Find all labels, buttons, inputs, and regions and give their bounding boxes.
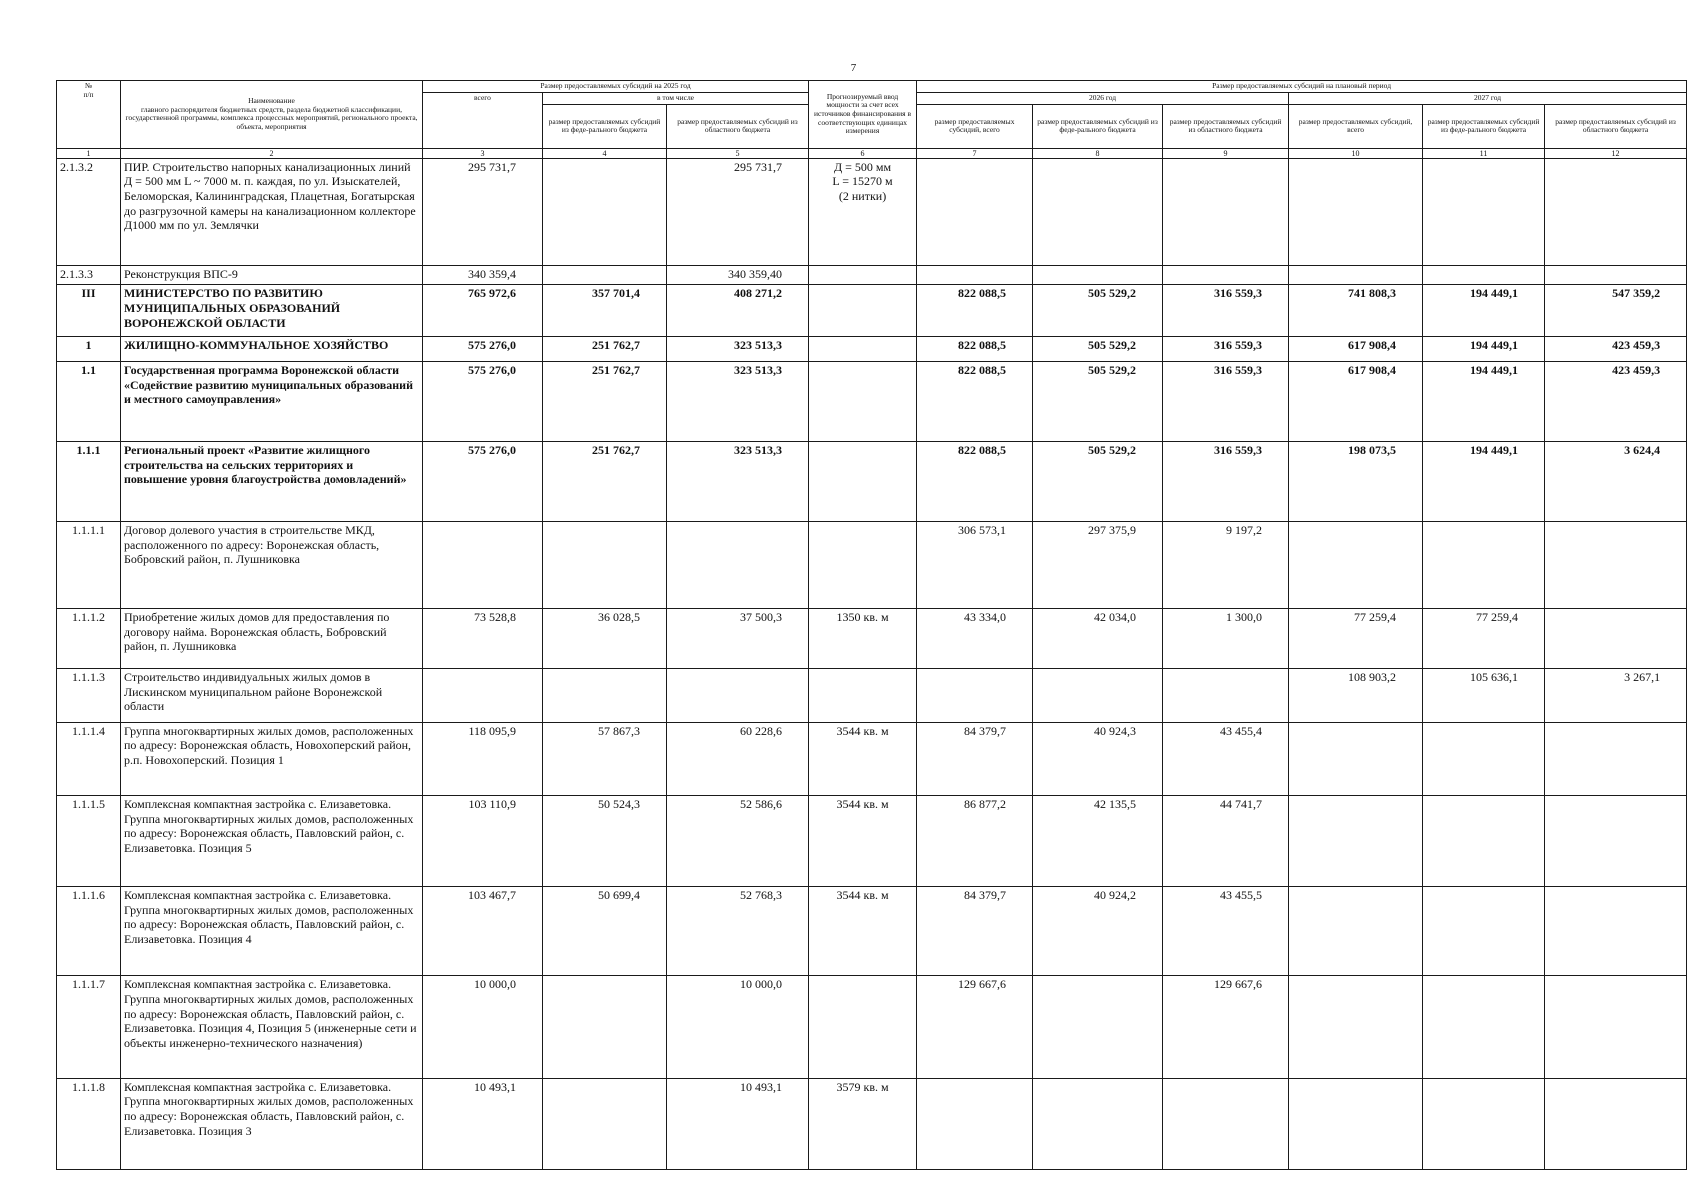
table-body [57, 158, 1687, 1169]
cell-2025-federal: 357 701,4 [543, 285, 667, 337]
table-row [57, 158, 1687, 265]
cell-2026-regional: 316 559,3 [1163, 285, 1289, 337]
cell-capacity [809, 669, 917, 722]
cell-row-number: 1.1.1.6 [57, 887, 121, 976]
header-col-2026-federal: размер предоставляемых субсидий из феде-рального бюджета [1033, 104, 1163, 148]
cell-2026-regional [1163, 158, 1289, 265]
cell-row-number: 1.1.1.7 [57, 976, 121, 1078]
column-number: 9 [1163, 148, 1289, 158]
cell-2027-regional [1545, 795, 1687, 886]
cell-name: ЖИЛИЩНО-КОММУНАЛЬНОЕ ХОЗЯЙСТВО [121, 337, 423, 361]
column-number: 5 [667, 148, 809, 158]
column-number: 8 [1033, 148, 1163, 158]
cell-2026-total: 306 573,1 [917, 522, 1033, 609]
cell-capacity [809, 442, 917, 522]
cell-2026-federal: 42 135,5 [1033, 795, 1163, 886]
cell-2026-federal: 505 529,2 [1033, 361, 1163, 441]
cell-2027-federal [1423, 158, 1545, 265]
cell-row-number: 1.1.1.3 [57, 669, 121, 722]
cell-2027-total: 77 259,4 [1289, 608, 1423, 668]
cell-2025-regional: 340 359,40 [667, 265, 809, 285]
cell-2026-federal: 42 034,0 [1033, 608, 1163, 668]
cell-row-number: 1.1 [57, 361, 121, 441]
table-row [57, 1078, 1687, 1169]
cell-2025-regional: 60 228,6 [667, 722, 809, 795]
cell-2027-federal [1423, 976, 1545, 1078]
table-header [57, 81, 1687, 159]
cell-name: МИНИСТЕРСТВО ПО РАЗВИТИЮ МУНИЦИПАЛЬНЫХ ОБРАЗОВАНИЙ ВОРОНЕЖСКОЙ ОБЛАСТИ [121, 285, 423, 337]
column-number: 7 [917, 148, 1033, 158]
cell-2025-total: 118 095,9 [423, 722, 543, 795]
cell-2026-federal [1033, 265, 1163, 285]
table-row [57, 976, 1687, 1078]
header-col-total: всего [423, 93, 543, 149]
header-col-2027-total: размер предоставляемых субсидий, всего [1289, 104, 1423, 148]
cell-2025-regional: 323 513,3 [667, 361, 809, 441]
cell-2025-regional: 52 586,6 [667, 795, 809, 886]
cell-2026-federal: 40 924,3 [1033, 722, 1163, 795]
cell-2027-federal [1423, 795, 1545, 886]
cell-2027-regional [1545, 976, 1687, 1078]
cell-name: Государственная программа Воронежской области «Содействие развитию муниципальных образований и местного самоуправления» [121, 361, 423, 441]
cell-2027-total: 617 908,4 [1289, 337, 1423, 361]
cell-2025-regional: 323 513,3 [667, 337, 809, 361]
column-number: 10 [1289, 148, 1423, 158]
cell-2027-regional [1545, 522, 1687, 609]
table-row [57, 795, 1687, 886]
cell-2027-regional: 423 459,3 [1545, 337, 1687, 361]
cell-2027-regional [1545, 887, 1687, 976]
cell-2027-regional [1545, 158, 1687, 265]
header-col-2027-regional: размер предоставляемых субсидий из областного бюджета [1545, 104, 1687, 148]
cell-2027-federal: 194 449,1 [1423, 361, 1545, 441]
cell-name: Реконструкция ВПС-9 [121, 265, 423, 285]
cell-capacity: 3579 кв. м [809, 1078, 917, 1169]
cell-2027-total: 617 908,4 [1289, 361, 1423, 441]
cell-capacity [809, 265, 917, 285]
cell-2026-total: 822 088,5 [917, 337, 1033, 361]
table-row [57, 722, 1687, 795]
cell-row-number: 1 [57, 337, 121, 361]
cell-2027-federal [1423, 522, 1545, 609]
cell-2025-total: 103 110,9 [423, 795, 543, 886]
cell-2025-regional: 408 271,2 [667, 285, 809, 337]
cell-2025-total: 575 276,0 [423, 361, 543, 441]
header-year-2026: 2026 год [917, 93, 1289, 105]
cell-name: Договор долевого участия в строительстве МКД, расположенного по адресу: Воронежская область, Бобровский район, п. Лушниковка [121, 522, 423, 609]
cell-2025-federal: 251 762,7 [543, 337, 667, 361]
cell-2026-regional [1163, 1078, 1289, 1169]
cell-2025-regional: 323 513,3 [667, 442, 809, 522]
header-col-no: № п/п [57, 81, 121, 149]
cell-name: Комплексная компактная застройка с. Елизаветовка. Группа многоквартирных жилых домов, расположенных по адресу: Воронежская область, Павловский район, с. Елизаветовка. Позиция 4 [121, 887, 423, 976]
column-number: 2 [121, 148, 423, 158]
cell-2027-total: 108 903,2 [1289, 669, 1423, 722]
cell-2026-federal [1033, 158, 1163, 265]
cell-capacity [809, 285, 917, 337]
cell-2025-federal [543, 976, 667, 1078]
cell-2026-total [917, 669, 1033, 722]
cell-2026-total: 822 088,5 [917, 285, 1033, 337]
cell-2026-regional: 1 300,0 [1163, 608, 1289, 668]
cell-2027-total [1289, 1078, 1423, 1169]
cell-2027-federal: 194 449,1 [1423, 337, 1545, 361]
table-row [57, 608, 1687, 668]
cell-row-number: 2.1.3.2 [57, 158, 121, 265]
cell-2027-federal [1423, 887, 1545, 976]
header-year-2027: 2027 год [1289, 93, 1687, 105]
cell-capacity [809, 361, 917, 441]
cell-2025-federal: 57 867,3 [543, 722, 667, 795]
cell-2027-federal [1423, 265, 1545, 285]
cell-capacity: 1350 кв. м [809, 608, 917, 668]
cell-2026-regional: 129 667,6 [1163, 976, 1289, 1078]
cell-2027-total [1289, 976, 1423, 1078]
header-col-capacity: Прогнозируемый ввод мощности за счет всех источников финансирования в соответствующих единицах измерения [809, 81, 917, 149]
cell-2025-federal: 251 762,7 [543, 442, 667, 522]
cell-2025-total: 575 276,0 [423, 442, 543, 522]
cell-2026-federal: 40 924,2 [1033, 887, 1163, 976]
subsidy-table [56, 80, 1687, 1170]
cell-2026-federal: 297 375,9 [1033, 522, 1163, 609]
table-row [57, 337, 1687, 361]
cell-row-number: 1.1.1.2 [57, 608, 121, 668]
cell-capacity [809, 522, 917, 609]
cell-2025-regional: 295 731,7 [667, 158, 809, 265]
cell-row-number: 1.1.1.8 [57, 1078, 121, 1169]
cell-2026-regional [1163, 265, 1289, 285]
cell-2026-federal: 505 529,2 [1033, 442, 1163, 522]
cell-row-number: 2.1.3.3 [57, 265, 121, 285]
table-row [57, 265, 1687, 285]
cell-2027-federal [1423, 722, 1545, 795]
table-row [57, 669, 1687, 722]
column-number-row [57, 148, 1687, 158]
column-number: 11 [1423, 148, 1545, 158]
cell-2025-total [423, 522, 543, 609]
header-col-name: Наименование главного распорядителя бюджетных средств, раздела бюджетной классификации, государственной программы, комплекса процессных мероприятий, регионального проекта, объекта, мероприятия [121, 81, 423, 149]
cell-capacity [809, 976, 917, 1078]
cell-2025-federal: 50 524,3 [543, 795, 667, 886]
header-in-that-number: в том числе [543, 93, 809, 105]
cell-2027-regional: 423 459,3 [1545, 361, 1687, 441]
cell-capacity: 3544 кв. м [809, 887, 917, 976]
cell-2026-federal: 505 529,2 [1033, 337, 1163, 361]
cell-2025-regional: 10 000,0 [667, 976, 809, 1078]
cell-2026-regional: 316 559,3 [1163, 442, 1289, 522]
cell-2026-regional: 316 559,3 [1163, 337, 1289, 361]
cell-2027-total [1289, 887, 1423, 976]
cell-name: Комплексная компактная застройка с. Елизаветовка. Группа многоквартирных жилых домов, расположенных по адресу: Воронежская область, Павловский район, с. Елизаветовка. Позиция 3 [121, 1078, 423, 1169]
cell-capacity [809, 337, 917, 361]
cell-2026-total: 822 088,5 [917, 361, 1033, 441]
cell-2027-federal: 105 636,1 [1423, 669, 1545, 722]
column-number: 4 [543, 148, 667, 158]
cell-capacity: Д = 500 мм L = 15270 м (2 нитки) [809, 158, 917, 265]
header-col-federal: размер предоставляемых субсидий из феде-рального бюджета [543, 104, 667, 148]
cell-2026-regional: 316 559,3 [1163, 361, 1289, 441]
cell-2027-regional: 3 267,1 [1545, 669, 1687, 722]
cell-2025-total: 295 731,7 [423, 158, 543, 265]
cell-2027-total [1289, 795, 1423, 886]
cell-2027-regional: 547 359,2 [1545, 285, 1687, 337]
cell-capacity: 3544 кв. м [809, 795, 917, 886]
cell-2027-federal: 194 449,1 [1423, 285, 1545, 337]
cell-2026-total [917, 1078, 1033, 1169]
cell-2025-federal: 251 762,7 [543, 361, 667, 441]
cell-2025-total: 103 467,7 [423, 887, 543, 976]
cell-2026-total: 129 667,6 [917, 976, 1033, 1078]
cell-2027-total [1289, 522, 1423, 609]
cell-row-number: III [57, 285, 121, 337]
header-col-2026-regional: размер предоставляемых субсидий из областного бюджета [1163, 104, 1289, 148]
cell-2027-regional: 3 624,4 [1545, 442, 1687, 522]
cell-name: Региональный проект «Развитие жилищного строительства на сельских территориях и повышение уровня благоустройства домовладений» [121, 442, 423, 522]
header-col-2026-total: размер предоставляемых субсидий, всего [917, 104, 1033, 148]
cell-2025-total: 10 000,0 [423, 976, 543, 1078]
header-group-plan: Размер предоставляемых субсидий на плановый период [917, 81, 1687, 93]
cell-2026-regional: 9 197,2 [1163, 522, 1289, 609]
cell-2026-total: 84 379,7 [917, 887, 1033, 976]
cell-2026-total: 43 334,0 [917, 608, 1033, 668]
cell-row-number: 1.1.1.4 [57, 722, 121, 795]
cell-2025-regional [667, 522, 809, 609]
cell-2027-total [1289, 722, 1423, 795]
cell-2027-federal: 77 259,4 [1423, 608, 1545, 668]
cell-2027-regional [1545, 1078, 1687, 1169]
cell-2025-total: 575 276,0 [423, 337, 543, 361]
header-group-2025: Размер предоставляемых субсидий на 2025 год [423, 81, 809, 93]
cell-2027-total: 198 073,5 [1289, 442, 1423, 522]
cell-2027-regional [1545, 722, 1687, 795]
cell-2027-total [1289, 158, 1423, 265]
header-col-regional: размер предоставляемых субсидий из областного бюджета [667, 104, 809, 148]
cell-row-number: 1.1.1 [57, 442, 121, 522]
cell-2025-total: 10 493,1 [423, 1078, 543, 1169]
cell-name: Приобретение жилых домов для предоставления по договору найма. Воронежская область, Бобровский район, п. Лушниковка [121, 608, 423, 668]
column-number: 12 [1545, 148, 1687, 158]
table-row [57, 285, 1687, 337]
cell-2027-total: 741 808,3 [1289, 285, 1423, 337]
column-number: 1 [57, 148, 121, 158]
cell-2027-federal [1423, 1078, 1545, 1169]
cell-name: Комплексная компактная застройка с. Елизаветовка. Группа многоквартирных жилых домов, расположенных по адресу: Воронежская область, Павловский район, с. Елизаветовка. Позиция 4, Позиция 5 (инженерные сети и объекты инженерно-технического назначения) [121, 976, 423, 1078]
cell-2026-total: 86 877,2 [917, 795, 1033, 886]
column-number: 6 [809, 148, 917, 158]
cell-2027-regional [1545, 608, 1687, 668]
cell-2026-federal [1033, 976, 1163, 1078]
cell-2025-federal: 36 028,5 [543, 608, 667, 668]
header-col-2027-federal: размер предоставляемых субсидий из феде-рального бюджета [1423, 104, 1545, 148]
cell-2025-total [423, 669, 543, 722]
cell-2025-regional: 52 768,3 [667, 887, 809, 976]
cell-2025-total: 73 528,8 [423, 608, 543, 668]
cell-2025-regional: 37 500,3 [667, 608, 809, 668]
cell-2026-regional: 43 455,4 [1163, 722, 1289, 795]
cell-2025-total: 340 359,4 [423, 265, 543, 285]
cell-2027-total [1289, 265, 1423, 285]
cell-capacity: 3544 кв. м [809, 722, 917, 795]
page-number: 7 [850, 62, 857, 74]
cell-2025-federal: 50 699,4 [543, 887, 667, 976]
cell-2025-regional [667, 669, 809, 722]
cell-2026-total: 84 379,7 [917, 722, 1033, 795]
cell-2025-total: 765 972,6 [423, 285, 543, 337]
table-row [57, 361, 1687, 441]
cell-name: Комплексная компактная застройка с. Елизаветовка. Группа многоквартирных жилых домов, расположенных по адресу: Воронежская область, Павловский район, с. Елизаветовка. Позиция 5 [121, 795, 423, 886]
table-row [57, 522, 1687, 609]
cell-2025-federal [543, 522, 667, 609]
cell-2026-total [917, 158, 1033, 265]
cell-2025-federal [543, 669, 667, 722]
cell-2027-regional [1545, 265, 1687, 285]
cell-2026-regional [1163, 669, 1289, 722]
cell-2025-federal [543, 158, 667, 265]
cell-2026-federal [1033, 1078, 1163, 1169]
cell-2025-regional: 10 493,1 [667, 1078, 809, 1169]
cell-2026-federal: 505 529,2 [1033, 285, 1163, 337]
table-row [57, 442, 1687, 522]
cell-2026-regional: 43 455,5 [1163, 887, 1289, 976]
cell-2027-federal: 194 449,1 [1423, 442, 1545, 522]
cell-name: Группа многоквартирных жилых домов, расположенных по адресу: Воронежская область, Новохоперский район, р.п. Новохоперский. Позиция 1 [121, 722, 423, 795]
table-row [57, 887, 1687, 976]
cell-name: ПИР. Строительство напорных канализационных линий Д = 500 мм L ~ 7000 м. п. каждая, по ул. Изыскателей, Беломорская, Калининградская, Плацетная, Богатырская до разгрузочной камеры на канализационном коллекторе Д1000 мм по ул. Землячки [121, 158, 423, 265]
cell-2026-regional: 44 741,7 [1163, 795, 1289, 886]
cell-name: Строительство индивидуальных жилых домов в Лискинском муниципальном районе Воронежской области [121, 669, 423, 722]
column-number: 3 [423, 148, 543, 158]
cell-2026-federal [1033, 669, 1163, 722]
cell-2025-federal [543, 1078, 667, 1169]
cell-2026-total: 822 088,5 [917, 442, 1033, 522]
cell-row-number: 1.1.1.1 [57, 522, 121, 609]
cell-row-number: 1.1.1.5 [57, 795, 121, 886]
cell-2025-federal [543, 265, 667, 285]
cell-2026-total [917, 265, 1033, 285]
